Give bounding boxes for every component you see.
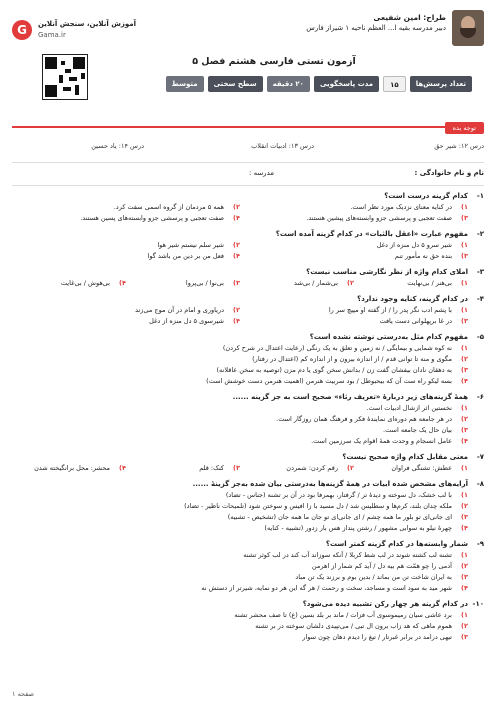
student-name-label[interactable]: نام و نام خانوادگی :: [414, 169, 484, 177]
question-number: ۲-: [476, 230, 484, 238]
option-text: همه ۵ مردمان از گروه اسمی سفت کرد.: [113, 203, 224, 211]
question-text: آرایه‌های مشخص شده ابیات در همهٔ گزینه‌ها به‌درستی بیان شده به‌جز گزینهٔ ......: [192, 480, 468, 488]
option-number: ۴): [233, 317, 240, 325]
option-text: شیر سرو ۵ دل منزه از دغل: [376, 241, 452, 249]
option-number: ۳): [461, 633, 468, 641]
option-number: ۴): [119, 464, 126, 472]
option-number: ۱): [461, 279, 468, 287]
answer-option[interactable]: [240, 463, 354, 474]
option-text: کنک: قلم: [199, 464, 224, 472]
question-number: ۱-: [476, 192, 484, 200]
question-number: ۳-: [476, 268, 484, 276]
question-item: [12, 451, 484, 474]
options-list: [12, 202, 484, 224]
answer-option[interactable]: [12, 251, 240, 262]
question-number: ۹-: [476, 540, 484, 548]
answer-option[interactable]: [240, 278, 354, 289]
author-info: [306, 12, 446, 34]
option-number: ۱): [461, 203, 468, 211]
question-count-label: تعداد پرسش‌ها: [410, 76, 472, 92]
question-number: ۴-: [476, 295, 484, 303]
option-number: ۳): [461, 426, 468, 434]
answer-option[interactable]: [12, 202, 240, 213]
option-text: به ایران شاخت تن من بماند / بدین بوم و برزند یک تن مباد: [295, 573, 452, 581]
answer-option[interactable]: [126, 278, 240, 289]
author-school: دبیر مدرسه بقیه ا... العظم ناحیه ۱ شیراز فارس: [306, 24, 446, 32]
answer-option[interactable]: [12, 343, 468, 354]
option-text: بی‌هنر / بی‌نهایت: [407, 279, 452, 287]
question-stem: [12, 266, 484, 278]
option-text: دریاوری و امام در آن موج می‌زند: [135, 306, 224, 314]
option-text: تشنه لب کشته شوند در لب شط کربلا / آنکه سوزاند آب کند در لب کوثر تشنه: [243, 551, 452, 559]
question-stem: [12, 293, 484, 305]
answer-option[interactable]: [354, 463, 468, 474]
question-item: [12, 228, 484, 262]
author-name: طراح: امین شفیعی: [373, 13, 446, 22]
option-number: ۱): [461, 306, 468, 314]
answer-option[interactable]: [12, 376, 468, 387]
option-text: محشر: محل برانگیخته شدن: [34, 464, 110, 472]
option-text: صفت تعجبی و پرسشی جزو وابسته‌های پسین هستند.: [80, 214, 224, 222]
answer-option[interactable]: [12, 632, 468, 643]
question-text: کدام گزینه درست است؟: [384, 192, 468, 200]
lessons-row: [12, 140, 484, 156]
option-number: ۴): [461, 524, 468, 532]
answer-option[interactable]: [12, 523, 468, 534]
option-text: بی‌هوش / بی‌غایت: [60, 279, 110, 287]
question-item: [12, 538, 484, 594]
question-text: مفهوم عبارت «اعقل بالثبات» در کدام گزینه آمده است؟: [275, 230, 468, 238]
answer-option[interactable]: [12, 425, 468, 436]
answer-option[interactable]: [12, 550, 468, 561]
school-label[interactable]: مدرسه :: [248, 169, 274, 177]
option-number: ۲): [233, 241, 240, 249]
duration-value: ۲۰ دقیقه: [267, 76, 310, 92]
answer-option[interactable]: [354, 278, 468, 289]
page-number: صفحه ۱: [12, 690, 35, 698]
option-text: بی‌شمار / بی‌شد: [294, 279, 338, 287]
question-number: ۵-: [476, 333, 484, 341]
answer-option[interactable]: [12, 305, 240, 316]
option-number: ۱): [461, 464, 468, 472]
brand-domain[interactable]: Gama.ir: [38, 31, 66, 39]
option-number: ۳): [461, 513, 468, 521]
option-text: در غا برپهلوانی دست یافت: [379, 317, 452, 325]
option-text: ملکه چدان بلند، کرم‌ها و سطلیس شد / دل مسید با زا افیس و سوختن شود (تلمیحات ناظیر - تضاد): [184, 502, 452, 510]
options-list: [12, 490, 484, 534]
options-list: [12, 305, 484, 327]
option-text: در هر جامعه هم دوره‌ای نمایندهٔ فکر و فرهنگ همان روزگار است.: [276, 415, 452, 423]
difficulty-label: سطح سختی: [208, 76, 263, 92]
answer-option[interactable]: [12, 316, 240, 327]
option-number: ۲): [461, 355, 468, 363]
answer-option[interactable]: [240, 251, 468, 262]
option-text: بی‌نوا / بی‌پروا: [185, 279, 224, 287]
question-number: ۶-: [476, 393, 484, 401]
option-number: ۳): [233, 464, 240, 472]
question-item: [12, 331, 484, 387]
question-text: در کدام گزینه هر چهار رکن تشبیه دیده می‌شود؟: [302, 600, 468, 608]
option-text: رقم کردن: شمردن: [286, 464, 338, 472]
option-text: بیان حال یک جامعه است.: [383, 426, 452, 434]
question-item: [12, 266, 484, 289]
answer-option[interactable]: [12, 561, 468, 572]
option-text: به دهقان نادان بیفشان گفت زن / بدانش سخن گوی یا دم مزن (توصیه به سخن عاقلانه): [216, 366, 452, 374]
question-item: [12, 293, 484, 327]
option-text: برد عاشی سیان رمیموسوی آب فزات / ماند بر بلد بسین (ع) تا صف محشر تشنه: [234, 611, 452, 619]
option-number: ۲): [347, 464, 354, 472]
answer-option[interactable]: [12, 463, 126, 474]
option-number: ۲): [233, 203, 240, 211]
option-text: هموم ماهی که هد زاب برون ال تبی / می‌تپیدی دلشان سوخته در بر تشنه: [255, 622, 452, 630]
question-stem: [12, 478, 484, 490]
answer-option[interactable]: [12, 213, 240, 224]
option-number: ۱): [461, 404, 468, 412]
option-text: با لب خشک، دل سوخته و دیدهٔ تر / گرفتار، بهمرفا بود در آن بر تشنه (جناس - تضاد): [225, 491, 452, 499]
option-number: ۴): [233, 252, 240, 260]
answer-option[interactable]: [12, 240, 240, 251]
note-tag: توجه بده: [445, 122, 484, 134]
option-number: ۲): [461, 502, 468, 510]
questions-list: [12, 190, 484, 647]
options-list: [12, 610, 484, 643]
question-count-value: ۱۵: [383, 76, 406, 92]
student-fields: [12, 162, 484, 186]
author-avatar: [452, 10, 484, 46]
option-text: بنده حق نه مأمور تنم: [394, 252, 452, 260]
option-number: ۳): [461, 366, 468, 374]
option-number: ۳): [461, 317, 468, 325]
option-number: ۱): [461, 551, 468, 559]
answer-option[interactable]: [240, 213, 468, 224]
option-text: با پشم ادب نگر پدر را / از گفته او مپیچ سر را: [328, 306, 452, 314]
question-item: [12, 391, 484, 447]
answer-option[interactable]: [12, 490, 468, 501]
question-stem: [12, 451, 484, 463]
option-text: تیهی درامد در برابر غبرتار / تیغ را دیدم دهان چون سوار: [302, 633, 452, 641]
answer-option[interactable]: [126, 463, 240, 474]
option-text: چهرهٔ نیلو به سوابی مشهور / رشتن پنداز هس بار زدور (تشبیه - کنایه): [264, 524, 452, 532]
answer-option[interactable]: [12, 512, 468, 523]
answer-option[interactable]: [240, 305, 468, 316]
answer-option[interactable]: [12, 501, 468, 512]
question-stem: [12, 331, 484, 343]
option-number: ۴): [461, 437, 468, 445]
answer-option[interactable]: [12, 354, 468, 365]
answer-option[interactable]: [240, 202, 468, 213]
option-text: فعل من بر دین من باشد گوا: [147, 252, 224, 260]
options-list: [12, 550, 484, 594]
qr-code-icon[interactable]: [42, 54, 88, 100]
question-number: ۱۰-: [472, 600, 484, 608]
question-stem: [12, 538, 484, 550]
option-number: ۱): [461, 344, 468, 352]
option-text: ای جانی‌ای تو بلور ما همه چشم / ای جانی‌ای تو جان ما همه جان (تشخیص - تشبیه): [227, 513, 452, 521]
brand[interactable]: [12, 16, 152, 46]
option-text: صفت تعجبی و پرسشی جزو وابسته‌های پیشین هستند.: [306, 214, 452, 222]
option-number: ۲): [347, 279, 354, 287]
option-number: ۳): [461, 573, 468, 581]
options-list: [12, 403, 484, 447]
question-text: شمار وابسته‌ها در کدام گزینه کمتر است؟: [325, 540, 468, 548]
option-number: ۱): [461, 611, 468, 619]
question-text: معنی مقابل کدام واژه صحیح نیست؟: [342, 453, 468, 461]
option-number: ۱): [461, 241, 468, 249]
option-text: در کنایه معنای نزدیک مورد نظر است.: [350, 203, 452, 211]
option-text: شیرسوی ۵ دل منزه از دغل: [149, 317, 224, 325]
options-list: [12, 343, 484, 387]
question-number: ۷-: [476, 453, 484, 461]
answer-option[interactable]: [12, 572, 468, 583]
option-text: عطش: تشنگی فراوان: [391, 464, 452, 472]
option-number: ۴): [461, 584, 468, 592]
exam-title: آزمون تستی فارسی هشتم فصل ۵: [192, 56, 356, 67]
option-text: بسه لیکو راه ست آن که بیحبوطل / بود سربیت هنرمن (اهمیت هنرمن دست خوشش است): [206, 377, 452, 385]
question-stem: [12, 190, 484, 202]
divider: [12, 126, 484, 128]
question-text: همهٔ گزینه‌های زیر دربارهٔ «تعریف رثاء» صحیح است به جز گزینه ......: [232, 393, 468, 401]
option-text: آدمی را چو همّت هم بیه دل / آید کم شمار از اهرمن: [311, 562, 452, 570]
option-number: ۲): [461, 562, 468, 570]
option-number: ۳): [461, 214, 468, 222]
answer-option[interactable]: [240, 316, 468, 327]
answer-option[interactable]: [12, 414, 468, 425]
question-text: املای کدام واژه از نظر نگارشی مناسب نیست؟: [306, 268, 468, 276]
options-list: [12, 278, 484, 289]
option-number: ۳): [233, 279, 240, 287]
exam-info-row: [166, 76, 472, 92]
answer-option[interactable]: [12, 365, 468, 376]
brand-slogan: آموزش آنلاین، سنجش آنلاین: [38, 20, 137, 28]
answer-option[interactable]: [12, 278, 126, 289]
option-number: ۲): [233, 306, 240, 314]
option-text: مگوی و منه تا توانی قدم / از اندازه بیرون و از اندازه کم (اعتدال در رفتار): [252, 355, 452, 363]
option-text: شهر مید به سود است و مساجد، سخت و رحمت / هر گه این هر دو نمایه، شیرتر از دستش نه: [201, 584, 452, 592]
option-text: نخستین اثر ازشال ادبیات است.: [366, 404, 452, 412]
answer-option[interactable]: [240, 240, 468, 251]
gama-logo-icon: G: [12, 20, 32, 40]
answer-option[interactable]: [12, 583, 468, 594]
question-text: در کدام گزینه، کنایه وجود ندارد؟: [357, 295, 468, 303]
option-number: ۲): [461, 415, 468, 423]
option-number: ۴): [461, 377, 468, 385]
question-text: مفهوم کدام مثل به‌درستی نوشته نشده است؟: [309, 333, 468, 341]
options-list: [12, 240, 484, 262]
lesson-item: درس ۱۲: شیر حق: [434, 142, 484, 150]
question-item: [12, 598, 484, 643]
question-item: [12, 190, 484, 224]
lesson-item: درس ۱۳: ادبیات انقلاب: [251, 142, 314, 150]
option-number: ۴): [119, 279, 126, 287]
duration-label: مدت پاسخگویی: [314, 76, 379, 92]
option-number: ۱): [461, 491, 468, 499]
option-text: شیر سلم نیستم شیر هوا: [157, 241, 224, 249]
option-number: ۲): [461, 622, 468, 630]
option-number: ۴): [233, 214, 240, 222]
page-header: [12, 8, 484, 124]
option-number: ۳): [461, 252, 468, 260]
question-stem: [12, 598, 484, 610]
option-text: نه کوه شمایی و بیمایگی / نه زمین و تعلق به یک رنگی (رعایت اعتدال در شرح کردن): [222, 344, 452, 352]
question-item: [12, 478, 484, 534]
answer-option[interactable]: [12, 610, 468, 621]
question-number: ۸-: [476, 480, 484, 488]
answer-option[interactable]: [12, 436, 468, 447]
lesson-item: درس ۱۴: یاد حسین: [91, 142, 144, 150]
options-list: [12, 463, 484, 474]
question-stem: [12, 228, 484, 240]
answer-option[interactable]: [12, 403, 468, 414]
answer-option[interactable]: [12, 621, 468, 632]
difficulty-value: متوسط: [166, 76, 204, 92]
option-text: عامل انسجام و وحدت همهٔ اقوام یک سرزمین است.: [311, 437, 452, 445]
question-stem: [12, 391, 484, 403]
